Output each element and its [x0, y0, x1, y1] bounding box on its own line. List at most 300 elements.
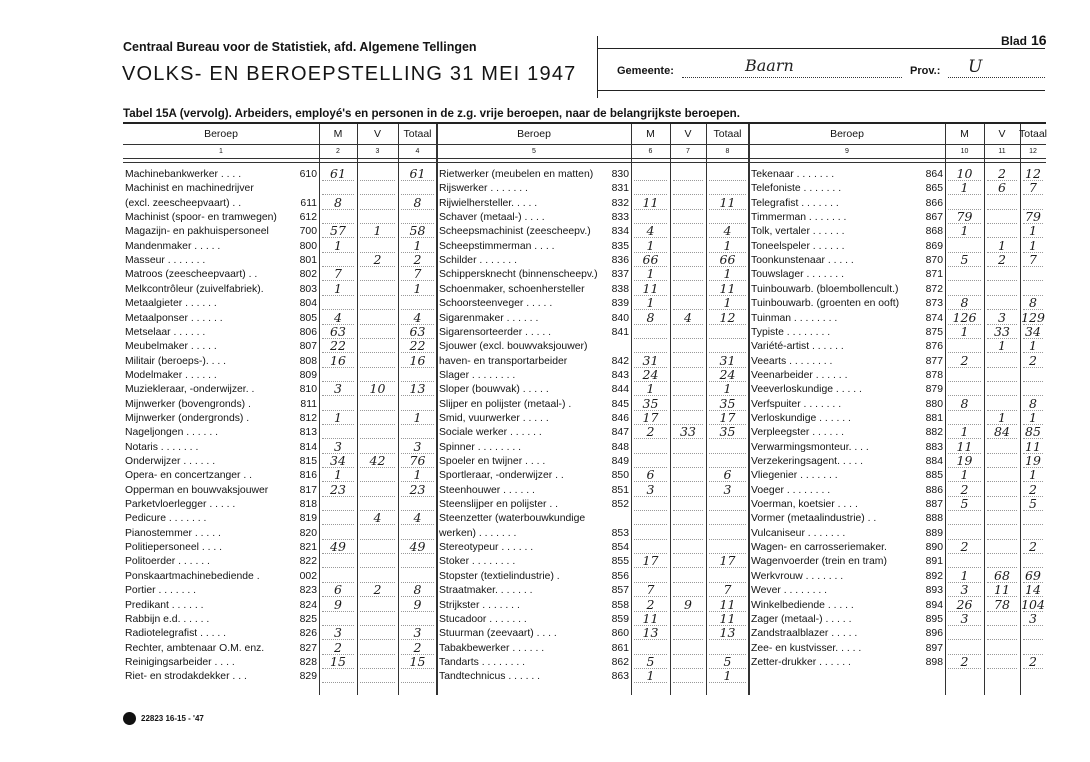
- header-rule-top: [597, 48, 1045, 49]
- table-row: [437, 455, 749, 468]
- table-row: [437, 670, 749, 683]
- count-male: [319, 180, 357, 195]
- count-female: 78: [994, 596, 1010, 612]
- occupation-code: 887: [925, 499, 943, 511]
- count-male: [631, 180, 670, 195]
- table-row: [749, 469, 1046, 482]
- count-male: 8: [960, 395, 969, 411]
- count-female: [357, 180, 398, 195]
- count-total: 4: [723, 223, 732, 239]
- occupation-label: Machinebankwerker . . . .: [125, 169, 242, 180]
- occupation-label: Mandenmaker . . . . .: [125, 240, 221, 252]
- occupation-label: Sjouwer (excl. bouwvaksjouwer): [439, 341, 588, 353]
- count-female: [357, 467, 398, 482]
- table-row: [749, 555, 1046, 568]
- count-female: [670, 166, 706, 181]
- table-row: [123, 369, 437, 382]
- occupation-label: Tolk, vertaler . . . . . .: [751, 226, 845, 238]
- occupation-code: 821: [299, 542, 317, 554]
- count-female: [357, 539, 398, 554]
- column-header-beroep: Beroep: [517, 127, 551, 140]
- occupation-code: 883: [925, 441, 943, 453]
- header-rule-bottom: [597, 90, 1045, 91]
- count-female: [357, 338, 398, 353]
- occupation-label: Melkcontrôleur (zuivelfabriek).: [125, 283, 264, 295]
- count-male: 61: [330, 166, 346, 181]
- count-male: [945, 266, 984, 281]
- count-total: [706, 338, 749, 353]
- occupation-code: 815: [299, 456, 317, 467]
- count-female: [670, 640, 706, 655]
- count-male: [319, 553, 357, 568]
- count-total: [398, 553, 437, 568]
- count-male: 126: [952, 309, 977, 325]
- occupation-label: Vliegenier . . . . . . .: [751, 470, 838, 482]
- count-total: 1: [1029, 467, 1037, 483]
- count-total: 8: [1029, 295, 1037, 311]
- occupation-code: 853: [611, 527, 629, 539]
- count-female: [670, 625, 706, 640]
- count-female: [357, 654, 398, 669]
- count-total: 16: [409, 352, 426, 368]
- occupation-code: 825: [299, 613, 317, 625]
- occupation-label: Schoorsteenveger . . . . .: [439, 298, 553, 310]
- table-row: [123, 268, 437, 281]
- occupation-label: Voerman, koetsier . . . .: [751, 499, 858, 511]
- table-row: [123, 541, 437, 554]
- count-total: 11: [1025, 438, 1041, 454]
- occupation-label: Tandarts . . . . . . . .: [439, 656, 526, 668]
- table-row: [437, 469, 749, 482]
- occupation-code: 846: [611, 412, 629, 424]
- count-female: [984, 496, 1020, 511]
- count-total: 63: [409, 323, 426, 339]
- occupation-code: 871: [925, 269, 943, 281]
- table-row: [749, 225, 1046, 238]
- occupation-label: Rietwerker (meubelen en matten): [439, 169, 594, 180]
- table-row: [437, 168, 749, 181]
- count-male: 2: [960, 481, 969, 497]
- table-row: [749, 211, 1046, 224]
- occupation-label: Masseur . . . . . . .: [125, 255, 206, 267]
- count-male: 31: [642, 352, 659, 368]
- header-rule: [749, 144, 1046, 145]
- column-number: 6: [648, 148, 653, 155]
- occupation-code: 892: [925, 570, 943, 582]
- table-row: [437, 498, 749, 511]
- occupation-code: 848: [611, 441, 629, 453]
- occupation-label: Rijswerker . . . . . . .: [439, 183, 528, 195]
- count-female: [357, 525, 398, 540]
- column-header-t: Totaal: [403, 127, 432, 140]
- printer-seal-icon: [123, 712, 136, 725]
- occupation-code: 857: [611, 585, 629, 597]
- occupation-label: Verloskundige . . . . . .: [751, 412, 851, 424]
- count-total: 4: [413, 309, 422, 325]
- occupation-label: (excl. zeescheepvaart) . .: [125, 197, 242, 209]
- count-total: 76: [409, 453, 426, 468]
- count-total: 2: [413, 639, 422, 655]
- occupation-label: Sloper (bouwvak) . . . . .: [439, 384, 549, 396]
- header-rule: [749, 158, 1046, 159]
- count-total: 69: [1025, 567, 1041, 583]
- count-total: [398, 209, 437, 224]
- count-total: 31: [719, 352, 736, 368]
- count-male: [631, 640, 670, 655]
- occupation-label: Stucadoor . . . . . . .: [439, 613, 527, 625]
- occupation-label: Tuinbouwarb. (groenten en ooft): [751, 298, 900, 310]
- table-row: [437, 268, 749, 281]
- count-male: 17: [642, 409, 659, 425]
- count-total: [1020, 640, 1046, 655]
- header-rule: [437, 144, 749, 145]
- occupation-code: 835: [611, 240, 629, 252]
- count-male: 1: [646, 381, 655, 397]
- occupation-code: 872: [925, 283, 943, 295]
- occupation-label: Zandstraalblazer . . . . .: [751, 628, 858, 640]
- occupation-label: Toneelspeler . . . . . .: [751, 240, 845, 252]
- count-female: 33: [994, 323, 1010, 339]
- occupation-code: 891: [925, 556, 943, 568]
- occupation-label: Machinist (spoor- en tramwegen): [125, 212, 277, 224]
- table-row: [123, 613, 437, 626]
- occupation-label: Stereotypeur . . . . . .: [439, 542, 534, 554]
- occupation-code: 854: [611, 542, 629, 554]
- header-double-rule: [437, 162, 749, 163]
- count-total: 1: [1029, 409, 1037, 425]
- count-female: 9: [684, 596, 692, 612]
- occupation-code: 896: [925, 628, 943, 640]
- count-male: 1: [334, 280, 342, 296]
- count-total: 1: [413, 237, 422, 253]
- gemeente-label: Gemeente:: [617, 65, 674, 77]
- occupation-code: 002: [299, 570, 317, 582]
- count-female: 4: [373, 510, 382, 526]
- column-header-m: M: [333, 127, 343, 140]
- table-row: [437, 280, 749, 296]
- table-row: [123, 527, 437, 540]
- count-female: [357, 367, 398, 382]
- count-female: 6: [998, 180, 1006, 196]
- count-male: [631, 496, 670, 511]
- table-row: [123, 512, 437, 525]
- occupation-code: 893: [925, 585, 943, 597]
- header-double-rule: [749, 162, 1046, 163]
- count-total: 66: [719, 252, 736, 268]
- count-female: [984, 453, 1020, 468]
- count-male: [631, 439, 670, 454]
- count-male: [945, 281, 984, 296]
- count-total: 17: [719, 553, 736, 569]
- table-row: [437, 366, 749, 382]
- count-total: [706, 510, 749, 525]
- count-female: [670, 654, 706, 669]
- occupation-label: Touwslager . . . . . . .: [751, 269, 844, 281]
- table-row: [749, 426, 1046, 439]
- occupation-label: Tuinbouwarb. (bloembollencult.): [751, 283, 899, 295]
- table-row: [437, 383, 749, 396]
- count-male: 1: [334, 409, 342, 425]
- occupation-code: 839: [611, 298, 629, 310]
- table-panel-2: [437, 124, 749, 695]
- occupation-code: 863: [611, 671, 629, 683]
- count-male: [945, 381, 984, 396]
- table-row: [437, 340, 749, 353]
- count-male: 66: [642, 252, 659, 268]
- occupation-code: 874: [925, 312, 943, 324]
- count-male: [319, 424, 357, 439]
- count-male: 3: [334, 438, 342, 454]
- count-total: 8: [1029, 395, 1037, 411]
- table-row: [437, 627, 749, 640]
- occupation-label: Variété-artist . . . . . .: [751, 341, 844, 353]
- count-male: 63: [330, 323, 346, 339]
- occupation-label: Veearts . . . . . . . .: [751, 355, 833, 367]
- count-total: 1: [1029, 237, 1037, 253]
- count-male: 1: [334, 237, 342, 253]
- table-panel-1: [123, 124, 437, 695]
- table-row: [749, 527, 1046, 540]
- table-row: [123, 570, 437, 583]
- count-male: 19: [956, 453, 973, 468]
- count-total: 9: [413, 596, 422, 612]
- table-row: [749, 498, 1046, 511]
- occupation-code: 829: [299, 671, 317, 683]
- occupation-code: 838: [611, 283, 629, 295]
- table-row: [437, 642, 749, 655]
- count-total: [398, 295, 437, 310]
- count-total: [706, 496, 749, 511]
- occupation-code: 824: [299, 599, 317, 611]
- table-row: [123, 627, 437, 640]
- count-female: [670, 295, 706, 310]
- occupation-code: 864: [925, 169, 943, 180]
- table-row: [123, 323, 437, 339]
- occupation-code: 867: [925, 212, 943, 224]
- count-female: [357, 410, 398, 425]
- count-male: 11: [642, 610, 659, 626]
- occupation-label: Vulcaniseur . . . . . . .: [751, 527, 846, 539]
- column-number: 9: [845, 148, 849, 155]
- table-row: [437, 211, 749, 224]
- count-total: [398, 568, 437, 583]
- count-male: 16: [330, 352, 346, 368]
- count-female: [357, 166, 398, 181]
- occupation-label: Veenarbeider . . . . . .: [751, 369, 848, 381]
- count-male: 8: [960, 295, 969, 311]
- table-row: [437, 309, 749, 325]
- count-male: [319, 611, 357, 626]
- count-male: [945, 510, 984, 525]
- occupation-code: 800: [299, 240, 317, 252]
- table-row: [437, 237, 749, 253]
- occupation-label: Mijnwerker (bovengronds) .: [125, 398, 251, 410]
- count-male: [631, 166, 670, 181]
- count-male: 5: [960, 496, 969, 512]
- count-total: [1020, 367, 1046, 382]
- count-male: 11: [642, 280, 659, 296]
- count-male: 10: [956, 166, 973, 181]
- occupation-code: 843: [611, 369, 629, 381]
- count-male: 22: [330, 338, 346, 354]
- occupation-label: Parketvloerlegger . . . . .: [125, 499, 236, 511]
- occupation-label: Toonkunstenaar . . . . .: [751, 255, 854, 267]
- occupation-label: werken) . . . . . . .: [439, 527, 517, 539]
- occupation-label: Steenslijper en polijster . .: [439, 499, 558, 511]
- occupation-code: 813: [299, 427, 317, 439]
- occupation-label: Wagenvoerder (trein en tram): [751, 556, 887, 568]
- province-label: Prov.:: [910, 65, 941, 77]
- count-male: 24: [642, 366, 659, 382]
- count-total: 22: [409, 338, 426, 354]
- table-row: [749, 653, 1046, 669]
- sheet-number: [1001, 32, 1047, 48]
- table-row: [749, 455, 1046, 468]
- count-male: 8: [646, 309, 655, 325]
- count-male: 1: [960, 180, 969, 196]
- count-male: 2: [334, 639, 342, 655]
- occupation-label: Onderwijzer . . . . . .: [125, 456, 216, 467]
- occupation-code: 876: [925, 341, 943, 353]
- occupation-code: [601, 340, 629, 353]
- count-total: [398, 396, 437, 411]
- count-total: 5: [1029, 496, 1037, 512]
- occupation-label: Winkelbediende . . . . .: [751, 599, 854, 611]
- count-female: [357, 439, 398, 454]
- occupation-label: Steenhouwer . . . . . .: [439, 484, 535, 496]
- count-male: 34: [330, 453, 346, 468]
- count-male: [945, 238, 984, 253]
- count-female: [670, 180, 706, 195]
- count-female: [984, 539, 1020, 554]
- table-row: [749, 642, 1046, 655]
- occupation-code: 879: [925, 384, 943, 396]
- count-female: [670, 453, 706, 468]
- count-female: [670, 582, 706, 597]
- count-male: [319, 252, 357, 267]
- occupation-code: 802: [299, 269, 317, 281]
- count-female: [984, 353, 1020, 368]
- count-female: [357, 310, 398, 325]
- table-row: [123, 297, 437, 310]
- table-row: [123, 670, 437, 683]
- province-value: U: [968, 57, 983, 77]
- occupation-label: Sociale werker . . . . . .: [439, 427, 542, 439]
- count-total: 11: [719, 194, 736, 210]
- count-total: 49: [409, 539, 426, 555]
- occupation-code: 842: [611, 355, 629, 367]
- table-row: [437, 254, 749, 267]
- count-total: 6: [723, 467, 732, 483]
- occupation-code: [289, 182, 317, 195]
- count-total: [706, 539, 749, 554]
- occupation-label: Slager . . . . . . . .: [439, 369, 516, 381]
- count-male: [631, 525, 670, 540]
- occupation-label: Wagen- en carrosseriemaker.: [751, 542, 887, 554]
- table-row: [123, 409, 437, 425]
- column-header-m: M: [646, 127, 655, 140]
- column-number: 3: [375, 148, 380, 155]
- count-total: [1020, 625, 1046, 640]
- count-total: 8: [413, 582, 422, 598]
- occupation-label: Meubelmaker . . . . .: [125, 341, 217, 353]
- occupation-code: 870: [925, 255, 943, 267]
- table-row: [437, 555, 749, 568]
- occupation-label: Veeverloskundige . . . . .: [751, 384, 862, 396]
- occupation-code: 828: [299, 656, 317, 668]
- count-female: [984, 510, 1020, 525]
- count-male: 1: [960, 323, 969, 339]
- occupation-label: Metaalponser . . . . . .: [125, 312, 223, 324]
- count-total: 7: [723, 582, 732, 598]
- table-row: [123, 309, 437, 325]
- count-male: [631, 568, 670, 583]
- count-total: 14: [1025, 582, 1041, 598]
- occupation-label: Tuinman . . . . . . . .: [751, 312, 838, 324]
- table-row: [749, 254, 1046, 267]
- count-total: 1: [413, 280, 422, 296]
- occupation-label: Vormer (metaalindustrie) . .: [751, 513, 877, 525]
- count-total: [706, 324, 749, 339]
- occupation-code: [601, 512, 629, 525]
- occupation-code: 805: [299, 312, 317, 324]
- count-female: [984, 381, 1020, 396]
- occupation-code: 809: [299, 369, 317, 381]
- count-female: 1: [998, 409, 1006, 425]
- table-row: [437, 596, 749, 612]
- sheet-label: Blad: [1001, 34, 1028, 48]
- count-female: [670, 223, 706, 238]
- occupation-label: Mijnwerker (ondergronds) .: [125, 412, 250, 424]
- occupation-code: 819: [299, 513, 317, 525]
- count-male: 1: [334, 467, 342, 483]
- occupation-code: 833: [611, 212, 629, 224]
- table-row: [437, 409, 749, 425]
- count-total: [398, 496, 437, 511]
- occupation-code: 860: [611, 628, 629, 640]
- count-male: 1: [646, 295, 655, 311]
- occupation-code: 849: [611, 456, 629, 467]
- count-female: [357, 668, 398, 683]
- occupation-code: 816: [299, 470, 317, 482]
- count-male: [319, 396, 357, 411]
- count-female: 2: [998, 252, 1006, 268]
- sheet-value: 16: [1031, 32, 1047, 48]
- count-male: 3: [960, 582, 969, 598]
- table-row: [437, 512, 749, 525]
- occupation-label: Rabbijn e.d. . . . . .: [125, 613, 210, 625]
- count-female: [670, 568, 706, 583]
- occupation-code: 862: [611, 656, 629, 668]
- count-total: 58: [409, 223, 426, 239]
- count-female: [984, 625, 1020, 640]
- count-total: 13: [719, 625, 736, 641]
- table-row: [749, 481, 1046, 497]
- count-female: [670, 496, 706, 511]
- count-male: [945, 640, 984, 655]
- occupation-label: Pedicure . . . . . . .: [125, 513, 207, 525]
- count-total: 17: [719, 409, 736, 425]
- occupation-code: 803: [299, 283, 317, 295]
- occupation-code: 612: [299, 212, 317, 224]
- count-female: [984, 195, 1020, 210]
- occupation-code: 811: [300, 398, 317, 410]
- count-total: [1020, 381, 1046, 396]
- count-total: [706, 568, 749, 583]
- occupation-code: 881: [925, 412, 943, 424]
- count-male: 13: [642, 625, 659, 641]
- count-female: [670, 611, 706, 626]
